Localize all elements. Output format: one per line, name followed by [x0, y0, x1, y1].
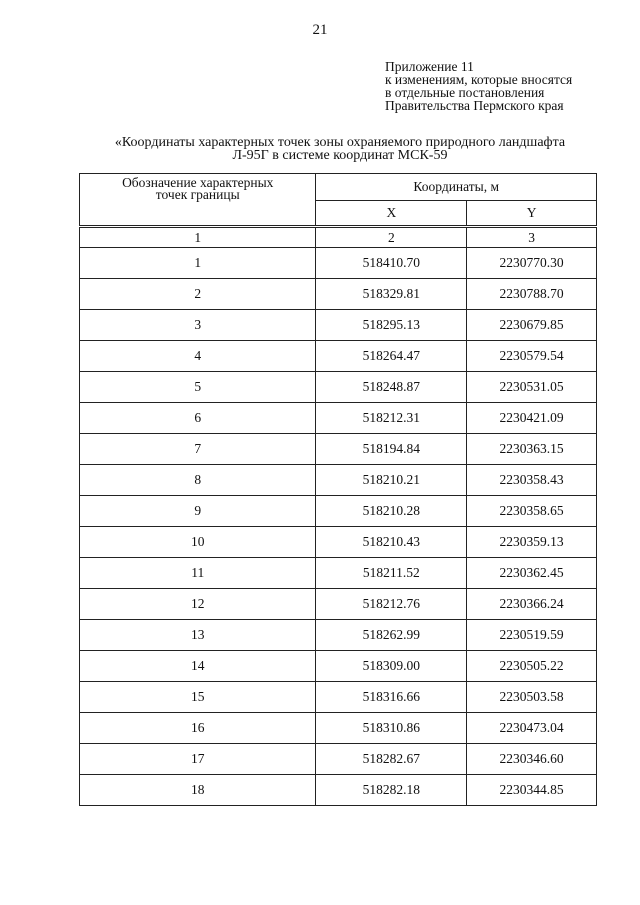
table-row: [80, 589, 597, 620]
appendix-line: Приложение 11: [385, 59, 474, 74]
table-header-row: [80, 174, 597, 201]
header-point-line: точек границы: [155, 187, 240, 202]
column-number-row: [80, 227, 597, 248]
y-coordinate-cell: 2230359.13: [467, 527, 597, 558]
table-row: [80, 744, 597, 775]
y-coordinate-cell: 2230531.05: [467, 372, 597, 403]
y-coordinate-cell: 2230363.15: [467, 434, 597, 465]
table-row: [80, 310, 597, 341]
x-coordinate-cell: 518329.81: [316, 279, 467, 310]
y-coordinate-cell: 2230346.60: [467, 744, 597, 775]
x-coordinate-cell: 518410.70: [316, 248, 467, 279]
y-coordinate-cell: 2230579.54: [467, 341, 597, 372]
point-number-cell: 18: [80, 775, 316, 806]
y-coordinate-cell: 2230362.45: [467, 558, 597, 589]
table-row: [80, 403, 597, 434]
table-row: [80, 496, 597, 527]
point-number-cell: 12: [80, 589, 316, 620]
y-coordinate-cell: 2230366.24: [467, 589, 597, 620]
coordinates-table: [79, 173, 597, 806]
table-row: [80, 713, 597, 744]
title-line: Л-95Г в системе координат МСК-59: [232, 148, 448, 163]
point-number-cell: 17: [80, 744, 316, 775]
appendix-line: в отдельные постановления: [385, 85, 545, 100]
y-coordinate-cell: 2230505.22: [467, 651, 597, 682]
x-coordinate-cell: 518210.43: [316, 527, 467, 558]
point-number-cell: 10: [80, 527, 316, 558]
y-coordinate-cell: 2230519.59: [467, 620, 597, 651]
x-coordinate-cell: 518211.52: [316, 558, 467, 589]
point-number-cell: 7: [80, 434, 316, 465]
table-row: [80, 620, 597, 651]
point-number-cell: 4: [80, 341, 316, 372]
table-row: [80, 775, 597, 806]
table-row: [80, 682, 597, 713]
point-number-cell: 9: [80, 496, 316, 527]
x-coordinate-cell: 518316.66: [316, 682, 467, 713]
header-x: X: [316, 201, 467, 227]
point-number-cell: 11: [80, 558, 316, 589]
x-coordinate-cell: 518310.86: [316, 713, 467, 744]
point-number-cell: 6: [80, 403, 316, 434]
y-coordinate-cell: 2230358.65: [467, 496, 597, 527]
table-row: [80, 651, 597, 682]
x-coordinate-cell: 518194.84: [316, 434, 467, 465]
table-row: [80, 527, 597, 558]
x-coordinate-cell: 518295.13: [316, 310, 467, 341]
table-row: [80, 434, 597, 465]
table-row: [80, 279, 597, 310]
point-number-cell: 14: [80, 651, 316, 682]
page-number: 21: [312, 22, 328, 38]
point-number-cell: 8: [80, 465, 316, 496]
point-number-cell: 3: [80, 310, 316, 341]
header-point-name: [80, 174, 316, 227]
appendix-line: Правительства Пермского края: [385, 98, 564, 113]
table-row: [80, 372, 597, 403]
x-coordinate-cell: 518210.28: [316, 496, 467, 527]
y-coordinate-cell: 2230358.43: [467, 465, 597, 496]
title-line: «Координаты характерных точек зоны охраняемого природного ландшафта: [114, 135, 566, 150]
x-coordinate-cell: 518309.00: [316, 651, 467, 682]
point-number-cell: 13: [80, 620, 316, 651]
column-number: 1: [80, 227, 316, 248]
point-number-cell: 16: [80, 713, 316, 744]
appendix-note: [385, 60, 625, 112]
appendix-line: к изменениям, которые вносятся: [385, 72, 573, 87]
point-number-cell: 1: [80, 248, 316, 279]
y-coordinate-cell: 2230344.85: [467, 775, 597, 806]
y-coordinate-cell: 2230788.70: [467, 279, 597, 310]
table-row: [80, 558, 597, 589]
x-coordinate-cell: 518282.18: [316, 775, 467, 806]
table-row: [80, 341, 597, 372]
x-coordinate-cell: 518262.99: [316, 620, 467, 651]
x-coordinate-cell: 518212.76: [316, 589, 467, 620]
point-number-cell: 2: [80, 279, 316, 310]
x-coordinate-cell: 518212.31: [316, 403, 467, 434]
y-coordinate-cell: 2230679.85: [467, 310, 597, 341]
point-number-cell: 5: [80, 372, 316, 403]
y-coordinate-cell: 2230473.04: [467, 713, 597, 744]
x-coordinate-cell: 518264.47: [316, 341, 467, 372]
x-coordinate-cell: 518210.21: [316, 465, 467, 496]
header-coordinates: Координаты, м: [316, 174, 597, 201]
table-row: [80, 465, 597, 496]
header-y: Y: [467, 201, 597, 227]
table-row: [80, 248, 597, 279]
column-number: 3: [467, 227, 597, 248]
header-point-line: Обозначение характерных: [122, 175, 274, 190]
document-title: [80, 136, 600, 162]
y-coordinate-cell: 2230770.30: [467, 248, 597, 279]
x-coordinate-cell: 518248.87: [316, 372, 467, 403]
column-number: 2: [316, 227, 467, 248]
y-coordinate-cell: 2230503.58: [467, 682, 597, 713]
x-coordinate-cell: 518282.67: [316, 744, 467, 775]
y-coordinate-cell: 2230421.09: [467, 403, 597, 434]
point-number-cell: 15: [80, 682, 316, 713]
